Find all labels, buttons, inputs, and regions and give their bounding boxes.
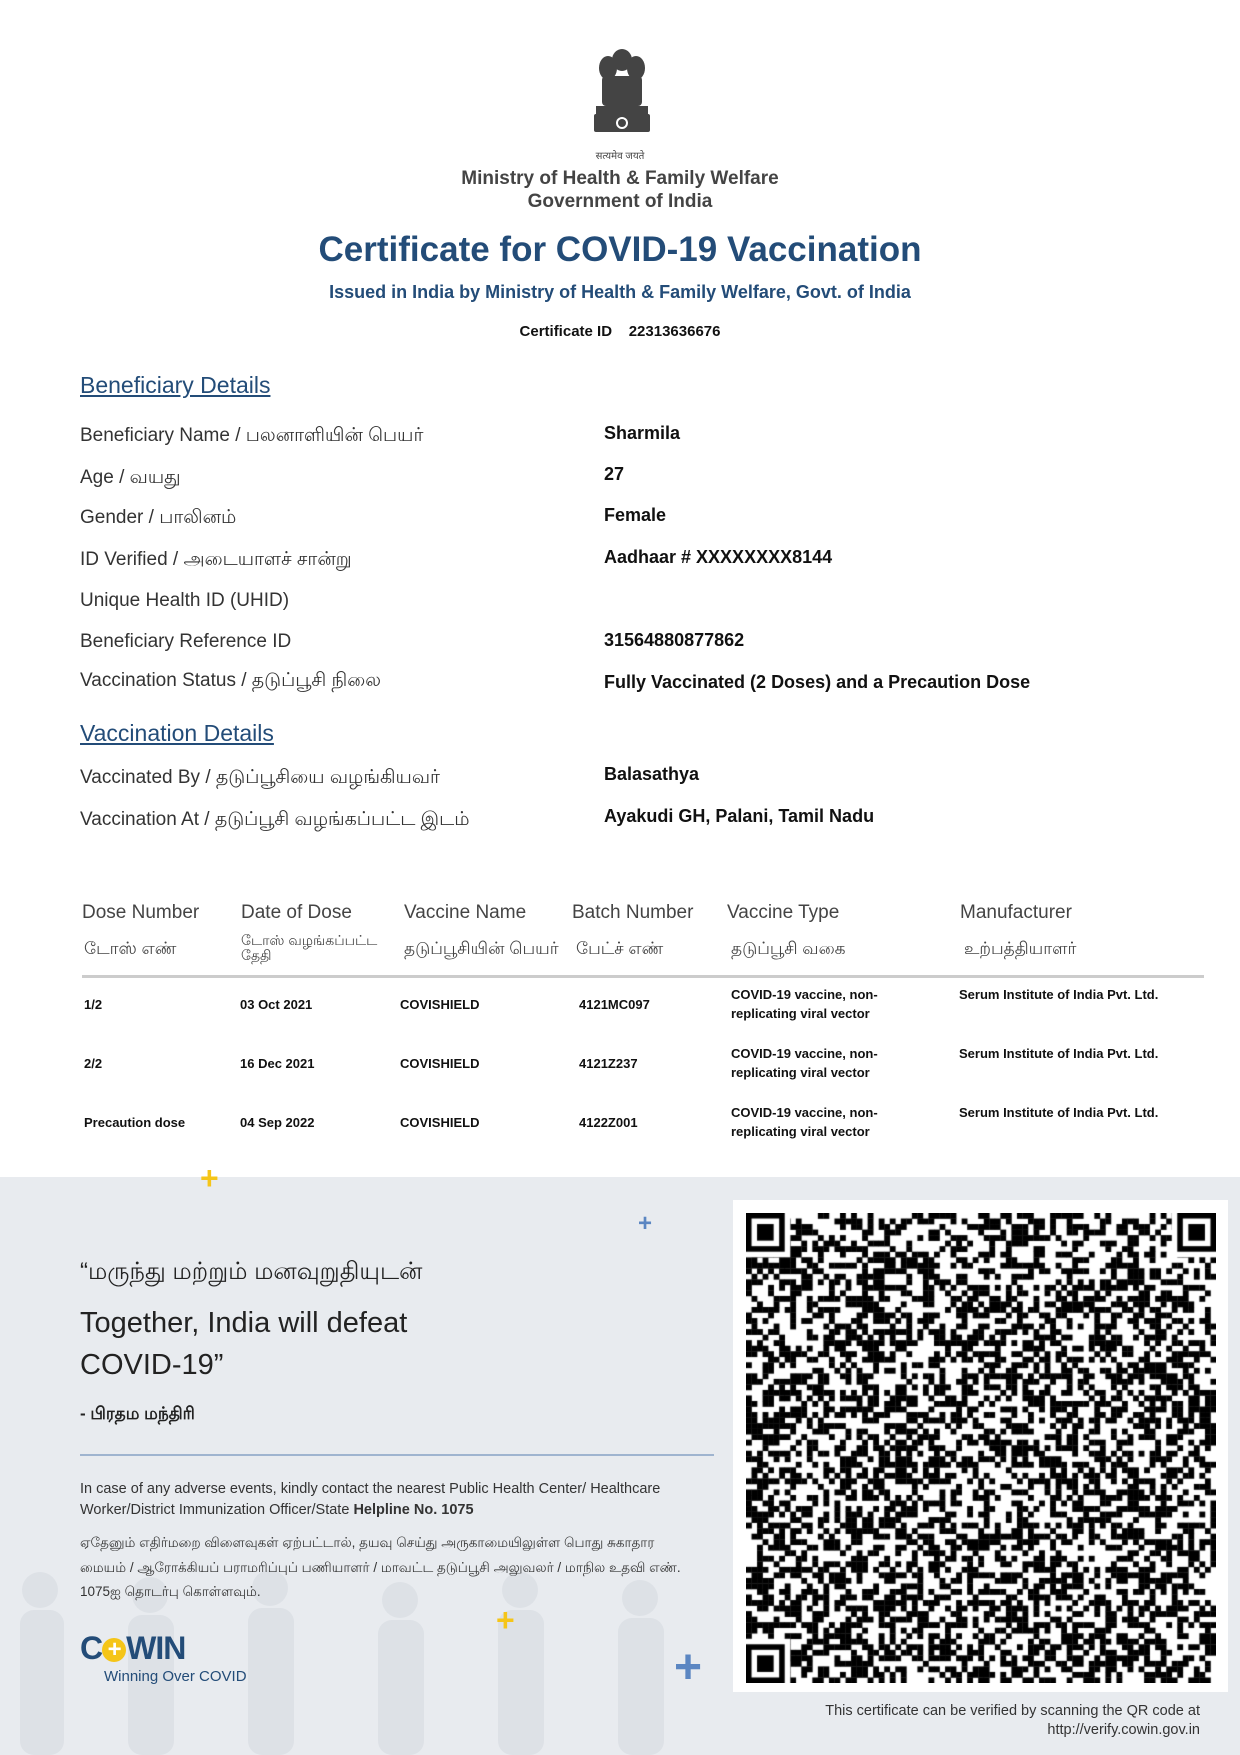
- label-age: Age / வயது: [80, 467, 181, 488]
- table-cell: 1/2: [84, 997, 103, 1012]
- label-vaccination-status: Vaccination Status / தடுப்பூசி நிலை: [80, 670, 381, 691]
- value-vaccinated-by: Balasathya: [604, 764, 700, 784]
- label-vaccinated-by: Vaccinated By / தடுப்பூசியை வழங்கியவர்: [80, 767, 440, 788]
- table-cell: COVID-19 vaccine, non-replicating viral vector: [731, 1046, 878, 1080]
- table-cell: 04 Sep 2022: [240, 1115, 315, 1130]
- label-vaccination-at: Vaccination At / தடுப்பூசி வழங்கப்பட்ட இடம்: [80, 809, 470, 830]
- label-reference-id: Beneficiary Reference ID: [80, 631, 292, 652]
- table-cell: COVID-19 vaccine, non-replicating viral vector: [731, 1105, 878, 1139]
- table-cell: COVID-19 vaccine, non-replicating viral vector: [731, 987, 878, 1021]
- table-cell: 4121Z237: [579, 1056, 638, 1071]
- government-name: Government of India: [527, 191, 713, 212]
- label-name: Beneficiary Name / பலனாளியின் பெயர்: [80, 425, 424, 446]
- plus-decoration-icon: +: [638, 1210, 653, 1237]
- value-reference-id: 31564880877862: [604, 630, 745, 650]
- table-cell: 4122Z001: [579, 1115, 638, 1130]
- plus-decoration-icon: +: [496, 1602, 515, 1638]
- table-cell: Precaution dose: [84, 1115, 186, 1130]
- th-ta-manufacturer: உற்பத்தியாளர்: [964, 939, 1077, 958]
- cowin-logo-c: C: [80, 1630, 103, 1666]
- table-cell: 16 Dec 2021: [240, 1056, 315, 1071]
- th-manufacturer: Manufacturer: [960, 902, 1072, 923]
- table-cell: COVISHIELD: [400, 1115, 480, 1130]
- verify-note: [825, 1702, 1200, 1740]
- table-cell: COVISHIELD: [400, 1056, 480, 1071]
- quote-tamil: “மருந்து மற்றும் மனவுறுதியுடன்: [80, 1258, 423, 1285]
- cowin-logo-win: WIN: [126, 1630, 186, 1666]
- helpline-number: Helpline No. 1075: [353, 1502, 474, 1518]
- label-id-verified: ID Verified / அடையாளச் சான்று: [80, 549, 352, 570]
- th-ta-batch: பேட்ச் எண்: [576, 939, 664, 958]
- table-cell: 2/2: [84, 1056, 103, 1071]
- th-vaccine-type: Vaccine Type: [727, 902, 840, 923]
- vaccination-details-heading: Vaccination Details: [80, 720, 274, 746]
- adverse-events-tamil: ஏதேனும் எதிர்மறை விளைவுகள் ஏற்பட்டால், தயவு செய்து அருகாமையிலுள்ள பொது சுகாதார மையம் / ஆரோக்கியப் பராமரிப்புப் பணியாளர் / மாவட்ட தடுப்பூசி அலுவலர் / மாநில உதவி எண். 1075ஐ தொடர்பு கொள்ளவும்.: [80, 1535, 681, 1599]
- page-subtitle: Issued in India by Ministry of Health & Family Welfare, Govt. of India: [329, 282, 911, 302]
- quote-author: - பிரதம மந்திரி: [80, 1404, 195, 1423]
- beneficiary-details-heading: Beneficiary Details: [80, 372, 271, 398]
- value-id-verified: Aadhaar # XXXXXXXX8144: [604, 547, 833, 567]
- value-age: 27: [604, 464, 625, 484]
- th-ta-date: டோஸ் வழங்கப்பட்ட தேதி: [241, 932, 378, 963]
- quote-english-line2: COVID-19”: [80, 1349, 224, 1381]
- cowin-logo: [80, 1630, 185, 1667]
- th-ta-vaccine-name: தடுப்பூசியின் பெயர்: [404, 939, 559, 958]
- footer-divider: [80, 1454, 714, 1456]
- value-vaccination-status: Fully Vaccinated (2 Doses) and a Precaution Dose: [604, 672, 1031, 692]
- th-ta-dose-number: டோஸ் எண்: [84, 939, 177, 958]
- qr-code-container: [733, 1200, 1228, 1692]
- qr-code[interactable]: [746, 1213, 1216, 1683]
- verify-text: This certificate can be verified by scanning the QR code at: [825, 1703, 1200, 1719]
- value-gender: Female: [604, 505, 667, 525]
- cowin-tagline: Winning Over COVID: [104, 1668, 247, 1685]
- adverse-events-note: [80, 1479, 680, 1521]
- table-header-divider: [82, 975, 1204, 978]
- th-batch: Batch Number: [572, 902, 694, 923]
- verify-url[interactable]: http://verify.cowin.gov.in: [1047, 1722, 1200, 1738]
- table-cell: Serum Institute of India Pvt. Ltd.: [959, 1046, 1159, 1061]
- plus-decoration-icon: +: [200, 1160, 219, 1196]
- th-vaccine-name: Vaccine Name: [404, 902, 527, 923]
- cowin-plus-icon: +: [102, 1638, 126, 1662]
- emblem-motto: सत्यमेव जयते: [595, 151, 645, 162]
- plus-decoration-icon: +: [674, 1641, 703, 1694]
- th-date: Date of Dose: [241, 902, 352, 923]
- certificate-id-value: 22313636676: [628, 323, 721, 340]
- adverse-events-text: In case of any adverse events, kindly contact the nearest Public Health Center/ Healthcare Worker/District Immunization Officer/State: [80, 1481, 661, 1518]
- label-gender: Gender / பாலினம்: [80, 507, 237, 528]
- certificate-id: [0, 323, 1240, 340]
- table-cell: Serum Institute of India Pvt. Ltd.: [959, 987, 1159, 1002]
- th-dose-number: Dose Number: [82, 902, 200, 923]
- certificate-id-label: Certificate ID: [519, 323, 613, 340]
- page-title: Certificate for COVID-19 Vaccination: [318, 230, 922, 269]
- ministry-name: Ministry of Health & Family Welfare: [461, 168, 779, 189]
- national-emblem-icon: [588, 46, 656, 146]
- table-cell: Serum Institute of India Pvt. Ltd.: [959, 1105, 1159, 1120]
- value-vaccination-at: Ayakudi GH, Palani, Tamil Nadu: [604, 806, 875, 826]
- label-uhid: Unique Health ID (UHID): [80, 590, 290, 611]
- quote-english-line1: Together, India will defeat: [80, 1307, 408, 1339]
- table-cell: 4121MC097: [579, 997, 650, 1012]
- th-ta-vaccine-type: தடுப்பூசி வகை: [731, 939, 846, 958]
- table-cell: 03 Oct 2021: [240, 997, 313, 1012]
- table-cell: COVISHIELD: [400, 997, 480, 1012]
- value-name: Sharmila: [604, 423, 681, 443]
